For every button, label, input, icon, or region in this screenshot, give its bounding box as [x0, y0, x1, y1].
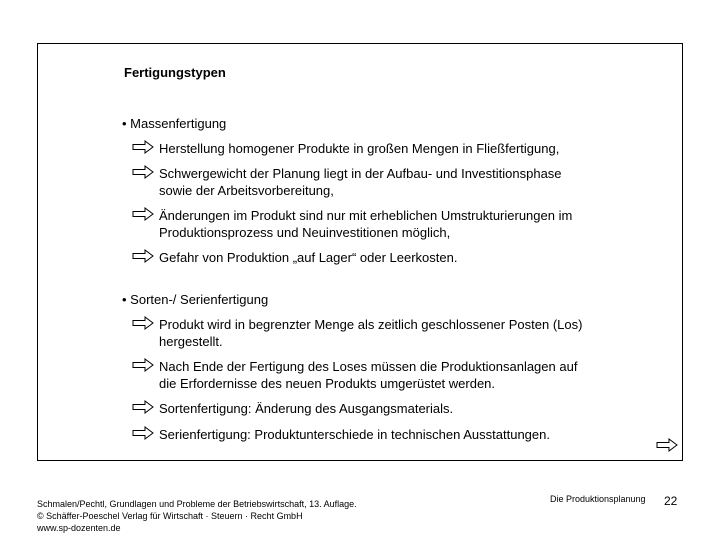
slide-title: Fertigungstypen — [124, 65, 226, 80]
right-arrow-icon — [132, 400, 154, 414]
section-heading-massenfertigung: • Massenfertigung — [122, 116, 227, 131]
footer-source: Schmalen/Pechtl, Grundlagen und Probleme der Betriebswirtschaft, 13. Auflage. © Schäffer-Poeschel Verlag für Wirtschaft · Steuern · Recht GmbH www.sp-dozenten.de — [37, 499, 357, 533]
page-number: 22 — [664, 494, 678, 508]
list-item-text: Gefahr von Produktion „auf Lager“ oder Leerkosten. — [159, 250, 458, 265]
right-arrow-icon — [132, 165, 154, 179]
list-item-text: Serienfertigung: Produktunterschiede in technischen Ausstattungen. — [159, 427, 550, 442]
next-slide-arrow-icon[interactable] — [656, 438, 678, 452]
list-item — [132, 400, 612, 417]
footer-topic: Die Produktionsplanung — [550, 494, 646, 504]
list-item — [132, 207, 612, 241]
list-item-text: Sortenfertigung: Änderung des Ausgangsmaterials. — [159, 401, 454, 416]
right-arrow-icon — [132, 316, 154, 330]
right-arrow-icon — [132, 207, 154, 221]
list-item — [132, 249, 612, 266]
right-arrow-icon — [132, 426, 154, 440]
list-item — [132, 140, 612, 157]
list-item-text: Herstellung homogener Produkte in großen Mengen in Fließfertigung, — [159, 141, 560, 156]
right-arrow-icon — [132, 140, 154, 154]
list-item — [132, 165, 612, 199]
right-arrow-icon — [132, 249, 154, 263]
list-item — [132, 316, 612, 350]
list-item-text: Schwergewicht der Planung liegt in der Aufbau- und Investitionsphase sowie der Arbeitsvorbereitung, — [159, 166, 562, 198]
list-item-text: Nach Ende der Fertigung des Loses müssen die Produktionsanlagen auf die Erfordernisse des neuen Produkts umgerüstet werden. — [159, 359, 578, 391]
list-item — [132, 358, 612, 392]
list-item-text: Produkt wird in begrenzter Menge als zeitlich geschlossener Posten (Los) hergestellt. — [159, 317, 583, 349]
right-arrow-icon — [132, 358, 154, 372]
section-heading-serienfertigung: • Sorten-/ Serienfertigung — [122, 292, 269, 307]
list-item — [132, 426, 612, 443]
list-item-text: Änderungen im Produkt sind nur mit erheblichen Umstrukturierungen im Produktionsprozess und Neuinvestitionen möglich, — [159, 208, 573, 240]
